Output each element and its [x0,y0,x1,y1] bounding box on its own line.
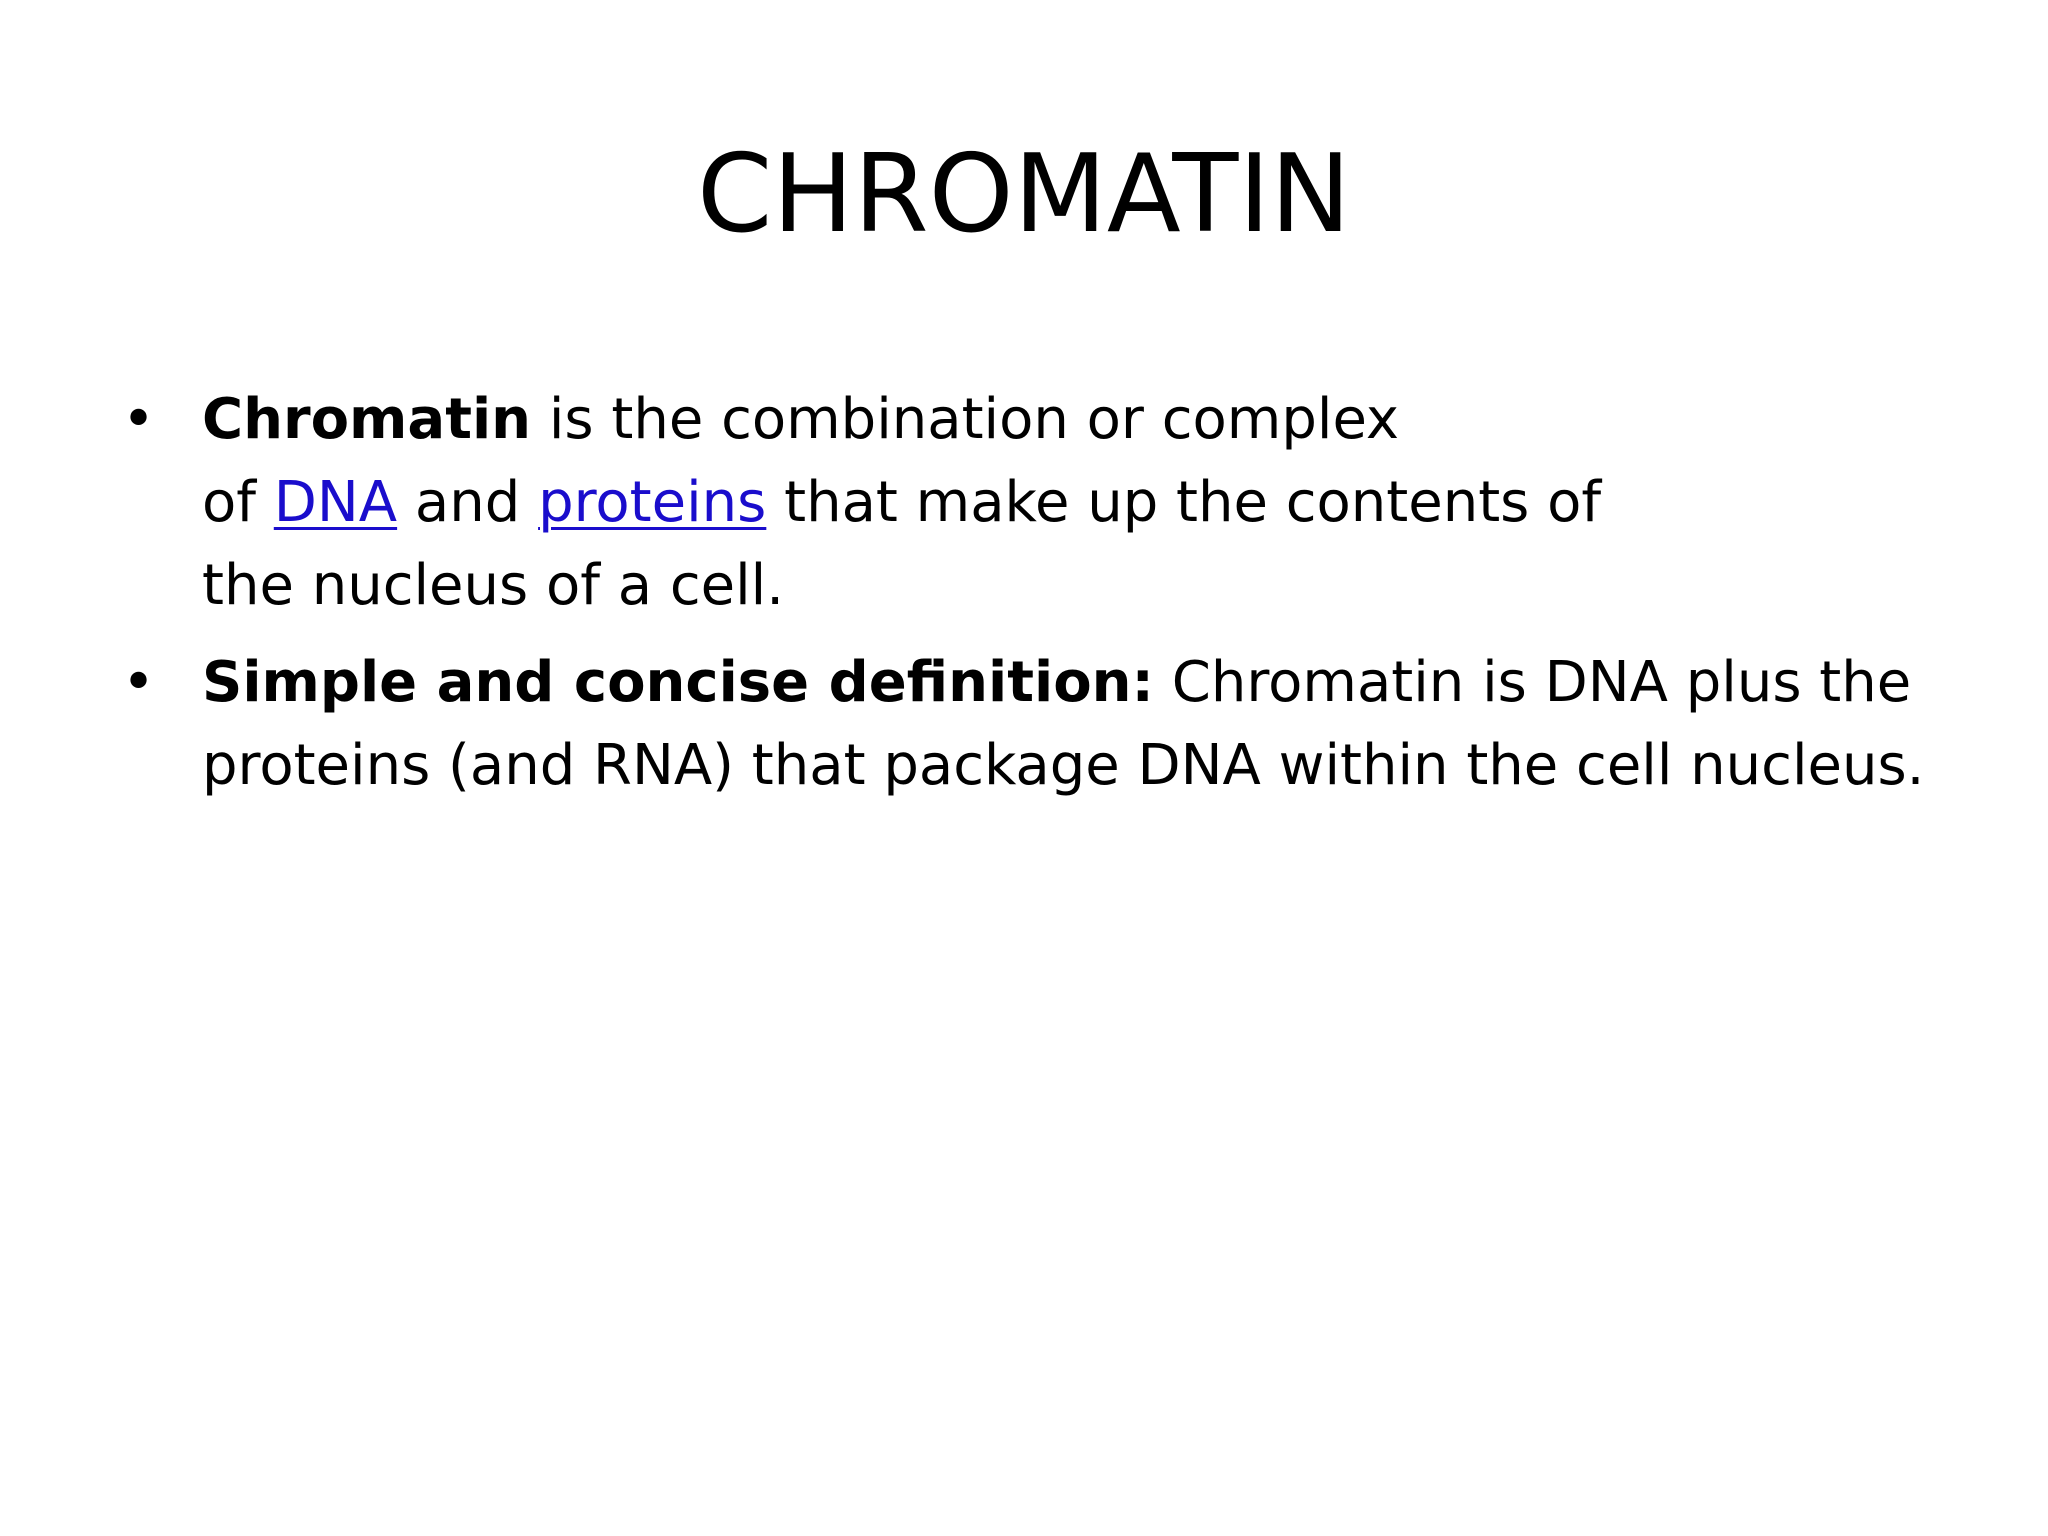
text-run: of [202,470,274,535]
bullet-text [202,378,1742,627]
text-run: is the combination or complex [531,387,1400,452]
dna-link[interactable]: DNA [273,470,398,535]
bold-term: Simple and concise definition: [202,650,1154,715]
text-run: and [397,470,539,535]
proteins-link[interactable]: proteins [538,470,767,535]
text-run: Chromatin is DNA plus the proteins (and RNA) that package DNA within the cell nucleus. [202,650,1925,798]
bullet-item-chromatin [120,378,1960,627]
bullet-item-definition [120,641,1960,807]
bullet-list [120,378,1960,821]
bullet-text [202,641,1992,807]
text-run: the nucleus of a cell. [202,553,785,618]
bold-term: Chromatin [202,387,532,452]
text-run: that make up the contents of [766,470,1602,535]
bullet-marker: • [122,650,156,715]
bullet-marker: • [122,387,156,452]
slide-title: CHROMATIN [697,132,1351,257]
